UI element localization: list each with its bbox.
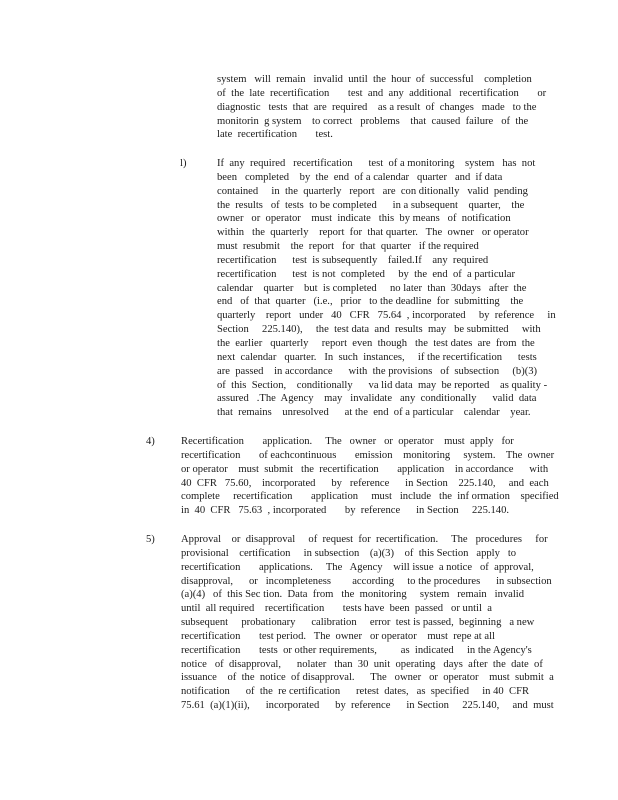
text-line: subsequent probationary calibration error test is passed, beginning a new [181, 617, 535, 629]
text-line: the results of tests to be completed in a subsequent quarter, the [217, 199, 525, 211]
text-line: issuance of the notice of disapproval. The owner or operator must submit a [181, 672, 554, 684]
text-line: contained in the quarterly report are con ditionally valid pending [217, 185, 528, 197]
text-line: in 40 CFR 75.63 , incorporated by reference in Section 225.140. [181, 505, 510, 517]
text-line: within the quarterly report for that quarter. The owner or operator [217, 227, 529, 239]
text-line: of this Section, conditionally va lid data may be reported as quality - [217, 379, 548, 391]
text-line: Recertification application. The owner or operator must apply for [181, 436, 514, 447]
text-line: that remains unresolved at the end of a particular calendar year. [217, 407, 531, 419]
text-line: assured .The Agency may invalidate any conditionally valid data [217, 393, 537, 405]
text-line: provisional certification in subsection (a)(3) of this Section apply to [181, 547, 517, 559]
text-line: notice of disapproval, nolater than 30 unit operating days after the date of [181, 658, 543, 670]
text-line: If any required recertification test of a monitoring system has not [217, 158, 536, 169]
text-line: recertification test period. The owner or operator must repe at all [181, 630, 495, 642]
text-line: 40 CFR 75.60, incorporated by reference in Section 225.140, and each [181, 477, 549, 489]
text-line: Section 225.140), the test data and results may be submitted with [217, 324, 541, 336]
item-5-paragraph [181, 533, 554, 713]
text-line: the earlier quarterly report even though the test dates are from the [217, 337, 535, 349]
text-line: recertification applications. The Agency will issue a notice of approval, [181, 561, 534, 573]
text-line: until all required recertification tests have been passed or until a [181, 603, 492, 615]
text-line: calendar quarter but is completed no later than 30days after the [217, 282, 527, 294]
text-line: next calendar quarter. In such instances, if the recertification tests [217, 351, 537, 363]
text-line: of the late recertification test and any additional recertification or [217, 87, 547, 99]
text-line: quarterly report under 40 CFR 75.64 , incorporated by reference in [217, 310, 556, 322]
text-line: (a)(4) of this Sec tion. Data from the monitoring system remain invalid [181, 589, 525, 601]
text-line: end of that quarter (i.e., prior to the deadline for submitting the [217, 296, 524, 308]
text-line: recertification test is subsequently failed.If any required [217, 254, 489, 266]
item-l-marker: l) [180, 158, 187, 169]
text-line: must resubmit the report for that quarter if the required [217, 241, 479, 253]
text-line: late recertification test. [217, 129, 333, 141]
text-line: are passed in accordance with the provisions of subsection (b)(3) [217, 365, 538, 377]
text-line: or operator must submit the recertification application in accordance with [181, 463, 549, 475]
text-line: complete recertification application must include the inf ormation specified [181, 491, 559, 503]
continuation-paragraph [217, 73, 546, 142]
text-line: owner or operator must indicate this by means of notification [217, 213, 511, 225]
text-line: notification of the re certification retest dates, as specified in 40 CFR [181, 686, 530, 698]
item-l-paragraph [217, 157, 556, 420]
text-line: diagnostic tests that are required as a result of changes made to the [217, 101, 537, 113]
text-line: Approval or disapproval of request for recertification. The procedures for [181, 534, 548, 545]
text-line: recertification test is not completed by the end of a particular [217, 268, 515, 280]
item-5-marker: 5) [146, 534, 155, 545]
text-line: system will remain invalid until the hour of successful completion [217, 74, 532, 85]
item-4-marker: 4) [146, 436, 155, 447]
text-line: recertification tests or other requirements, as indicated in the Agency's [181, 644, 532, 656]
text-line: monitorin g system to correct problems that caused failure of the [217, 115, 529, 127]
text-line: 75.61 (a)(1)(ii), incorporated by reference in Section 225.140, and must [181, 700, 554, 712]
text-line: been completed by the end of a calendar quarter and if data [217, 171, 503, 183]
text-line: recertification of eachcontinuous emission monitoring system. The owner [181, 449, 555, 461]
text-line: disapproval, or incompleteness according to the procedures in subsection [181, 575, 552, 587]
item-4-paragraph [181, 435, 559, 518]
